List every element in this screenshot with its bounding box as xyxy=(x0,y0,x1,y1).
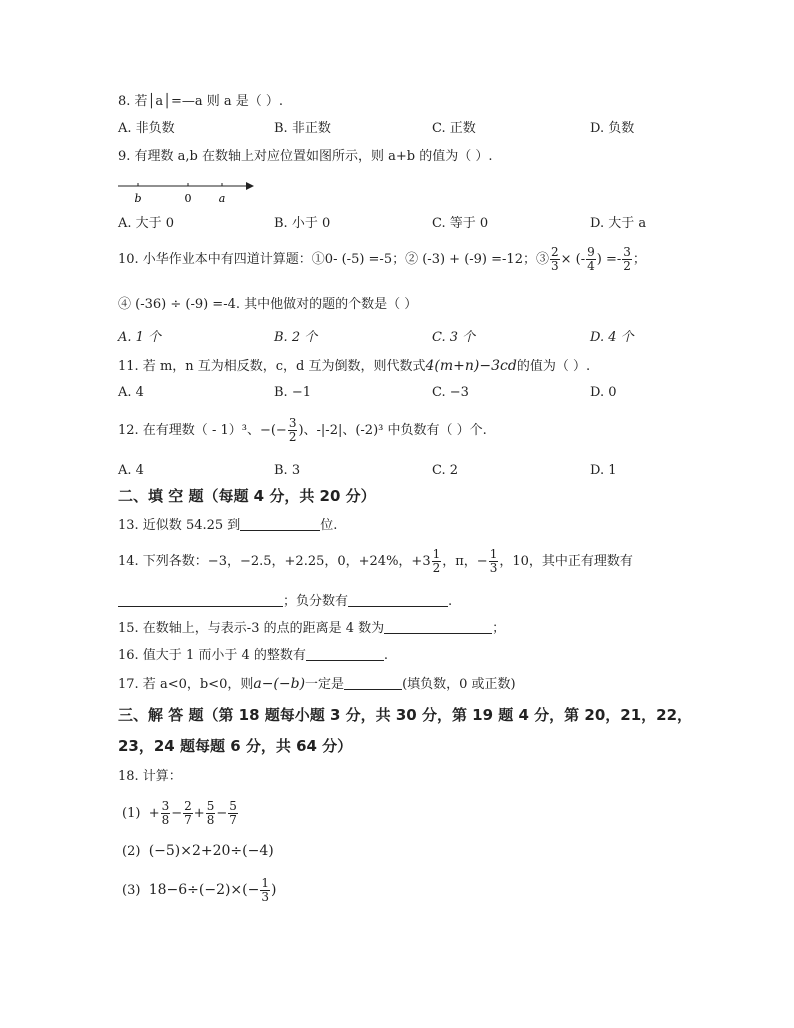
q17-a: 17. 若 a<0，b<0，则 xyxy=(118,677,254,692)
q8-stem: 8. 若│a│=—a 则 a 是（ ）. xyxy=(118,94,283,109)
q18-part1 xyxy=(122,796,239,832)
q10-tail: ； xyxy=(632,252,646,267)
q9-option-a: A. 大于 0 xyxy=(118,216,175,231)
q8-option-c: C. 正数 xyxy=(432,121,476,136)
q18-p1-op3: + xyxy=(193,806,205,821)
q12-f-den: 2 xyxy=(288,430,297,444)
q13-blank[interactable] xyxy=(240,516,320,531)
q18-stem: 18. 计算： xyxy=(118,769,182,784)
q12-option-c: C. 2 xyxy=(432,463,459,478)
q8-option-a: A. 非负数 xyxy=(118,121,175,136)
q10-f2-den: 4 xyxy=(587,259,595,273)
q18-p1-frac4 xyxy=(228,800,238,827)
q12-fraction xyxy=(288,417,298,444)
q14-line2 xyxy=(118,592,452,611)
q11-stem xyxy=(118,357,590,376)
q10-f2-num: 9 xyxy=(587,245,595,259)
section-2-heading: 二、填 空 题（每题 4 分，共 20 分） xyxy=(118,487,376,505)
q14-b: ，π，− xyxy=(442,554,488,569)
q15-blank[interactable] xyxy=(384,619,492,634)
q14-blank-2[interactable] xyxy=(348,592,448,607)
q13-a: 13. 近似数 54.25 到 xyxy=(118,518,241,533)
q17-expr: a−(−b) xyxy=(253,676,306,692)
q14-a: 14. 下列各数：−3，−2.5，+2.25，0，+24%，+3 xyxy=(118,554,431,569)
q18-p2-expr: (−5)×2+20÷(−4) xyxy=(148,843,274,859)
q18-p3-frac xyxy=(260,877,270,904)
q8-option-b: B. 非正数 xyxy=(274,121,331,136)
q9-stem: 9. 有理数 a,b 在数轴上对应位置如图所示，则 a+b 的值为（ ）. xyxy=(118,149,493,164)
q18-p1-op4: − xyxy=(216,806,228,821)
q14-c: ，10，其中正有理数有 xyxy=(499,554,633,569)
q18-p1-n4: 5 xyxy=(229,799,237,813)
q12-stem-b: )、-|-2|、(-2)³ 中负数有（ ）个. xyxy=(298,423,487,438)
q18-p1-frac3 xyxy=(206,800,216,827)
q14-fraction xyxy=(489,548,499,575)
axis-label-0: 0 xyxy=(184,192,192,205)
q10-option-b: B. 2 个 xyxy=(274,330,318,345)
q12-f-num: 3 xyxy=(288,416,297,430)
q18-p1-d2: 7 xyxy=(184,813,192,827)
q18-p3-num: 1 xyxy=(261,876,269,890)
q14-e: . xyxy=(448,594,453,609)
q9-option-c: C. 等于 0 xyxy=(432,216,489,231)
q18-p1-n1: 3 xyxy=(161,799,170,813)
q18-p1-d1: 8 xyxy=(161,813,170,827)
q18-p1-frac1 xyxy=(161,800,171,827)
q18-p1-label: (1) xyxy=(122,806,141,821)
q18-p1-d3: 8 xyxy=(206,813,215,827)
q10-prefix: 10. 小华作业本中有四道计算题：①0- (-5) =-5；② (-3) + (-9) =-12；③ xyxy=(118,252,549,267)
q18-p1-n2: 2 xyxy=(184,799,192,813)
q10-f1-den: 3 xyxy=(550,259,559,273)
q16-a: 16. 值大于 1 而小于 4 的整数有 xyxy=(118,648,306,663)
q18-part3 xyxy=(122,872,276,909)
number-line-figure xyxy=(116,178,256,206)
q14-mixed-fraction xyxy=(432,548,442,575)
q10-option-d: D. 4 个 xyxy=(590,330,634,345)
q14-mixed-num: 1 xyxy=(432,547,441,561)
q15-a: 15. 在数轴上，与表示-3 的点的距离是 4 数为 xyxy=(118,621,385,636)
q14-blank-1[interactable] xyxy=(118,592,283,607)
q11-option-b: B. −1 xyxy=(274,385,311,400)
q12-stem-a: 12. 在有理数（ - 1）³、−(− xyxy=(118,423,287,438)
q11-stem-b: 的值为（ ）. xyxy=(516,359,591,374)
q10-option-c: C. 3 个 xyxy=(432,330,476,345)
q14-d: ；负分数有 xyxy=(283,594,349,609)
q10-f3-den: 2 xyxy=(623,259,631,273)
q10-fraction-3 xyxy=(622,246,632,273)
q15-b: ； xyxy=(492,621,506,636)
q12-option-b: B. 3 xyxy=(274,463,301,478)
q13 xyxy=(118,516,337,535)
q14-f-num: 1 xyxy=(489,547,498,561)
q18-p1-d4: 7 xyxy=(229,813,237,827)
q18-p2-label: (2) xyxy=(122,844,141,859)
q12-stem xyxy=(118,414,487,448)
q18-p3-expr-a: 18−6÷(−2)×(− xyxy=(148,882,260,898)
q11-option-a: A. 4 xyxy=(118,385,144,400)
q17-c: (填负数，0 或正数) xyxy=(402,677,516,692)
q14-f-den: 3 xyxy=(489,561,498,575)
q10-times: × (- xyxy=(560,252,586,267)
q12-option-a: A. 4 xyxy=(118,463,144,478)
q10-fraction-2 xyxy=(586,246,596,273)
q18-part2 xyxy=(122,842,274,861)
section-3-heading-line2: 23，24 题每题 6 分，共 64 分） xyxy=(118,737,353,755)
q16-b: . xyxy=(383,648,389,663)
section-3-heading-line1: 三、解 答 题（第 18 题每小题 3 分，共 30 分，第 19 题 4 分，第 20，21，22， xyxy=(118,706,693,724)
q12-option-d: D. 1 xyxy=(590,463,617,478)
axis-label-b: b xyxy=(134,192,142,205)
q16 xyxy=(118,646,388,665)
q15 xyxy=(118,619,505,638)
q16-blank[interactable] xyxy=(306,646,384,661)
q17 xyxy=(118,675,516,694)
q14 xyxy=(118,545,633,579)
q10-fraction-1 xyxy=(550,246,560,273)
q11-option-c: C. −3 xyxy=(432,385,469,400)
q14-mixed-den: 2 xyxy=(432,561,441,575)
q18-p1-n3: 5 xyxy=(206,799,215,813)
q10-f3-num: 3 xyxy=(623,245,631,259)
q18-p1-op1: + xyxy=(148,806,160,821)
q11-expr: 4(m+n)−3cd xyxy=(425,358,517,374)
q18-p1-frac2 xyxy=(183,800,193,827)
q18-p3-expr-b: ) xyxy=(271,882,277,898)
q9-option-d: D. 大于 a xyxy=(590,216,647,231)
q18-p1-op2: − xyxy=(171,806,183,821)
q10-stem xyxy=(118,245,646,275)
q10-f1-num: 2 xyxy=(550,245,559,259)
q10-option-a: A. 1 个 xyxy=(118,330,162,345)
q10-line2: ④ (-36) ÷ (-9) =-4. 其中他做对的题的个数是（ ） xyxy=(118,297,418,312)
q8-option-d: D. 负数 xyxy=(590,121,635,136)
q10-eq: ) =- xyxy=(596,252,622,267)
q11-stem-a: 11. 若 m，n 互为相反数，c，d 互为倒数，则代数式 xyxy=(118,359,426,374)
q11-option-d: D. 0 xyxy=(590,385,617,400)
axis-label-a: a xyxy=(218,192,226,205)
q18-p3-label: (3) xyxy=(122,883,141,898)
q17-blank[interactable] xyxy=(344,675,402,690)
q17-b: 一定是 xyxy=(305,677,345,692)
q13-b: 位. xyxy=(320,518,338,533)
q18-p3-den: 3 xyxy=(261,890,269,904)
q9-option-b: B. 小于 0 xyxy=(274,216,331,231)
